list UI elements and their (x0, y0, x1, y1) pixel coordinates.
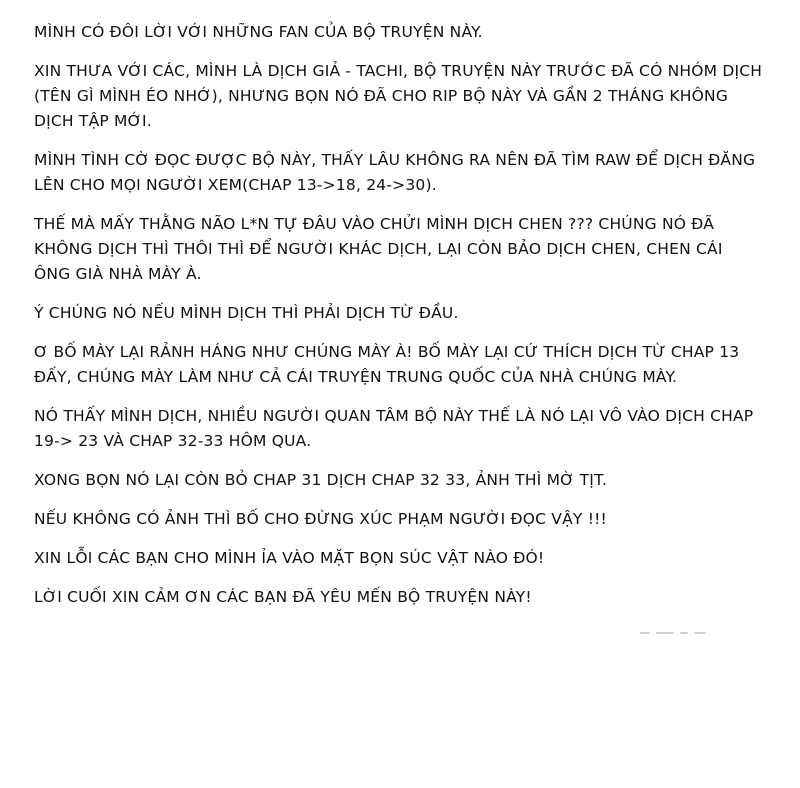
notice-line: (TÊN GÌ MÌNH ÉO NHỚ), NHƯNG BỌN NÓ ĐÃ CHO RIP BỘ NÀY VÀ GẦN 2 THÁNG KHÔNG (34, 87, 729, 105)
notice-paragraph (34, 585, 784, 610)
notice-paragraph (34, 507, 784, 532)
notice-paragraph (34, 404, 784, 454)
notice-paragraph (34, 468, 784, 493)
notice-line: NẾU KHÔNG CÓ ẢNH THÌ BỐ CHO ĐỪNG XÚC PHẠM NGƯỜI ĐỌC VẬY !!! (34, 510, 607, 528)
notice-paragraph (34, 59, 784, 134)
notice-paragraph (34, 301, 784, 326)
notice-line: MÌNH CÓ ĐÔI LỜI VỚI NHỮNG FAN CỦA BỘ TRUYỆN NÀY. (34, 23, 483, 41)
notice-line: XIN LỖI CÁC BẠN CHO MÌNH ỈA VÀO MẶT BỌN SÚC VẬT NÀO ĐÓ! (34, 549, 545, 567)
notice-paragraph (34, 546, 784, 571)
notice-paragraph (34, 20, 784, 45)
notice-paragraph (34, 148, 784, 198)
notice-line: Ơ BỐ MÀY LẠI RẢNH HÁNG NHƯ CHÚNG MÀY À! BỐ MÀY LẠI CỨ THÍCH DỊCH TỪ CHAP 13 (34, 343, 740, 361)
notice-line: Ý CHÚNG NÓ NẾU MÌNH DỊCH THÌ PHẢI DỊCH TỪ ĐẦU. (34, 304, 459, 322)
scan-smudge (640, 632, 710, 636)
notice-line: DỊCH TẬP MỚI. (34, 112, 152, 130)
notice-line: NÓ THẤY MÌNH DỊCH, NHIỀU NGƯỜI QUAN TÂM BỘ NÀY THẾ LÀ NÓ LẠI VÔ VÀO DỊCH CHAP (34, 407, 754, 425)
notice-line: ÔNG GIÀ NHÀ MÀY À. (34, 265, 202, 283)
notice-line: LÊN CHO MỌI NGƯỜI XEM(CHAP 13->18, 24->30). (34, 176, 437, 194)
notice-line: MÌNH TÌNH CỜ ĐỌC ĐƯỢC BỘ NÀY, THẤY LÂU KHÔNG RA NÊN ĐÃ TÌM RAW ĐỂ DỊCH ĐĂNG (34, 151, 756, 169)
notice-line: KHÔNG DỊCH THÌ THÔI THÌ ĐỂ NGƯỜI KHÁC DỊCH, LẠI CÒN BẢO DỊCH CHEN, CHEN CÁI (34, 240, 723, 258)
notice-paragraph (34, 340, 784, 390)
notice-line: XONG BỌN NÓ LẠI CÒN BỎ CHAP 31 DỊCH CHAP 32 33, ẢNH THÌ MỜ TỊT. (34, 471, 608, 489)
translator-notice-text (34, 20, 784, 624)
notice-line: LỜI CUỐI XIN CẢM ƠN CÁC BẠN ĐÃ YÊU MẾN BỘ TRUYỆN NÀY! (34, 588, 532, 606)
notice-line: 19-> 23 VÀ CHAP 32-33 HÔM QUA. (34, 432, 312, 450)
notice-line: THẾ MÀ MẤY THẰNG NÃO L*N TỰ ĐÂU VÀO CHỬI MÌNH DỊCH CHEN ??? CHÚNG NÓ ĐÃ (34, 215, 715, 233)
notice-line: ĐẤY, CHÚNG MÀY LÀM NHƯ CẢ CÁI TRUYỆN TRUNG QUỐC CỦA NHÀ CHÚNG MÀY. (34, 368, 678, 386)
notice-paragraph (34, 212, 784, 287)
notice-line: XIN THƯA VỚI CÁC, MÌNH LÀ DỊCH GIẢ - TACHI, BỘ TRUYỆN NÀY TRƯỚC ĐÃ CÓ NHÓM DỊCH (34, 62, 763, 80)
